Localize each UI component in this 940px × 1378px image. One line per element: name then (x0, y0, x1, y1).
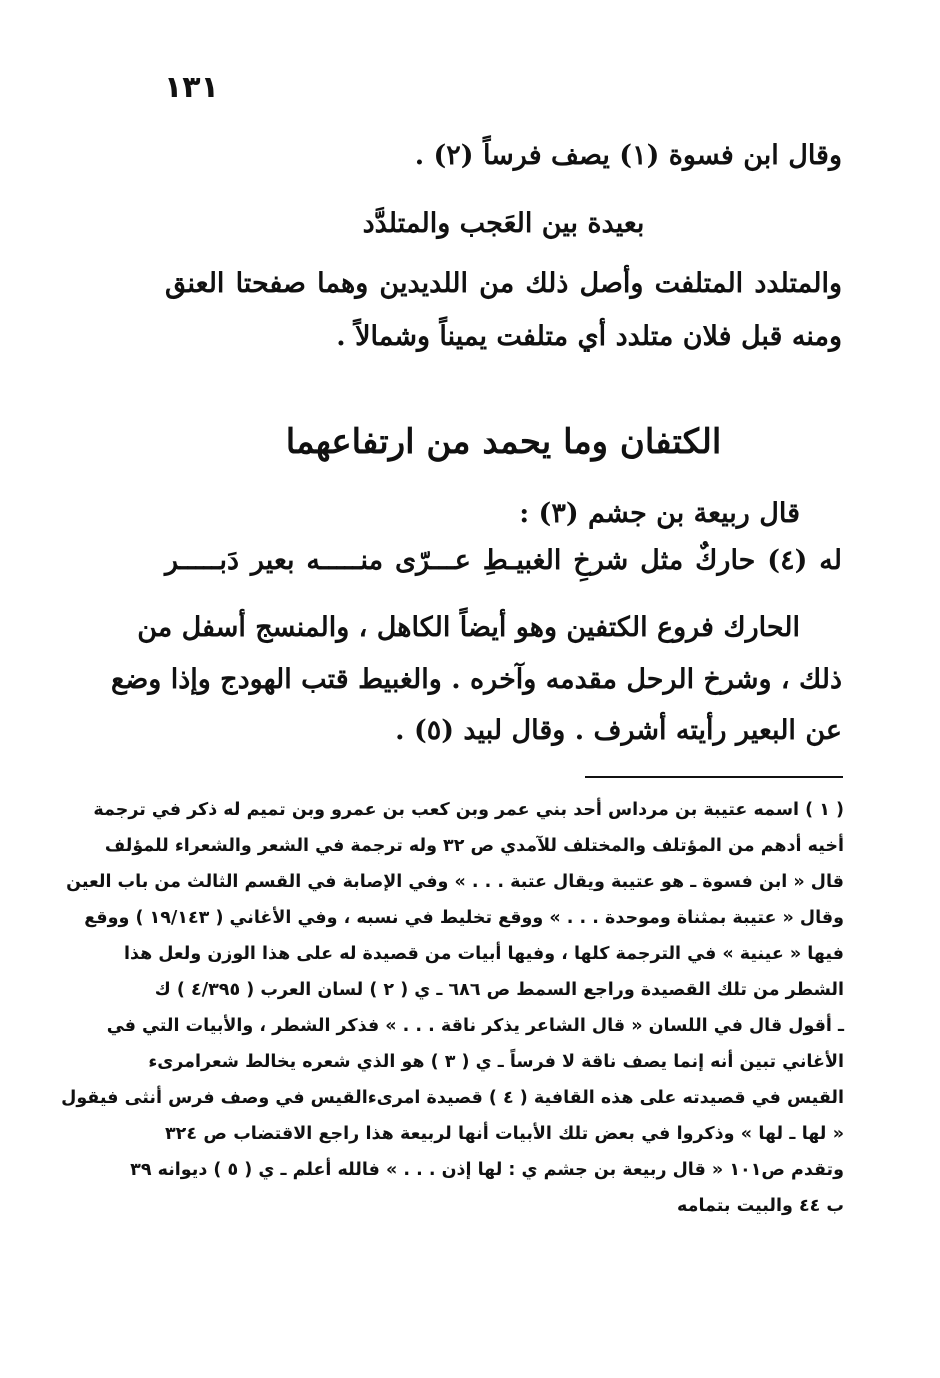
footnote-line: ـ أقول قال في اللسان « قال الشاعر يذكر ناقة . . . » فذكر الشطر ، والأبيات التي في (106, 1016, 844, 1036)
verse-line: له (٤) حاركٌ مثل شرخِ الغبيـطِ عـــرّى منـــــه بعير دَبـــــر (165, 545, 842, 576)
footnote-line: فيها « عينية » في الترجمة كلها ، وفيها أبيات من قصيدة له على هذا الوزن ولعل هذا (123, 944, 844, 964)
poet-line: قال ربيعة بن جشم (٣) : (519, 498, 800, 529)
footnote-line: أخيه أدهم من المؤتلف والمختلف للآمدي ص ٣٢ وله ترجمة في الشعر والشعراء للمؤلف (104, 836, 844, 856)
paragraph-line: ذلك ، وشرخ الرحل مقدمه وآخره . والغبيط قتب الهودج وإذا وضع (110, 664, 842, 695)
footnote-line: الأغاني تبين أنه إنما يصف ناقة لا فرساً ـ ي ( ٣ ) هو الذي شعره يخالط شعرامرىء (148, 1052, 844, 1072)
footnote-line: « لها ـ لها » وذكروا في بعض تلك الأبيات أنها لربيعة هذا راجع الاقتضاب ص ٣٢٤ (165, 1124, 844, 1144)
paragraph-line: عن البعير رأيته أشرف . وقال لبيد (٥) . (395, 715, 842, 746)
footnote-line: وتقدم ص١٠١ « قال ربيعة بن جشم ي : لها إذن . . . » فالله أعلم ـ ي ( ٥ ) ديوانه ٣٩ (130, 1160, 844, 1180)
verse-line: بعيدة بين العَجب والمتلدَّد (362, 208, 645, 239)
section-title: الكتفان وما يحمد من ارتفاعهما (285, 422, 722, 462)
footnote-line: قال « ابن فسوة ـ هو عتيبة ويقال عتبة . . . » وفي الإصابة في القسم الثالث من باب العين (66, 872, 844, 892)
footnote-line: الشطر من تلك القصيدة وراجع السمط ص ٦٨٦ ـ ي ( ٢ ) لسان العرب ( ٤/٣٩٥ ) ك (154, 980, 844, 1000)
paragraph-line: ومنه قبل فلان متلدد أي متلفت يميناً وشمالاً . (336, 321, 842, 352)
intro-line: وقال ابن فسوة (١) يصف فرساً (٢) . (414, 140, 842, 171)
footnote-line: ب ٤٤ والبيت بتمامه (677, 1196, 844, 1216)
page-number: ١٣١ (164, 70, 219, 105)
footnote-separator (585, 776, 843, 778)
footnote-line: ( ١ ) اسمه عتيبة بن مرداس أحد بني عمر وبن كعب بن عمرو وبن تميم له ذكر في ترجمة (93, 800, 844, 820)
footnote-line: القيس في قصيدته على هذه القافية ( ٤ ) قصيدة امرىءالقيس في وصف فرس أنثى فيقول (61, 1088, 844, 1108)
paragraph-line: والمتلدد المتلفت وأصل ذلك من اللديدين وهما صفحتا العنق (165, 268, 842, 299)
footnote-line: وقال « عتيبة بمثناة وموحدة . . . » ووقع تخليط في نسبه ، وفي الأغاني ( ١٩/١٤٣ ) ووقع (84, 908, 844, 928)
paragraph-line: الحارك فروع الكتفين وهو أيضاً الكاهل ، والمنسج أسفل من (137, 612, 800, 643)
